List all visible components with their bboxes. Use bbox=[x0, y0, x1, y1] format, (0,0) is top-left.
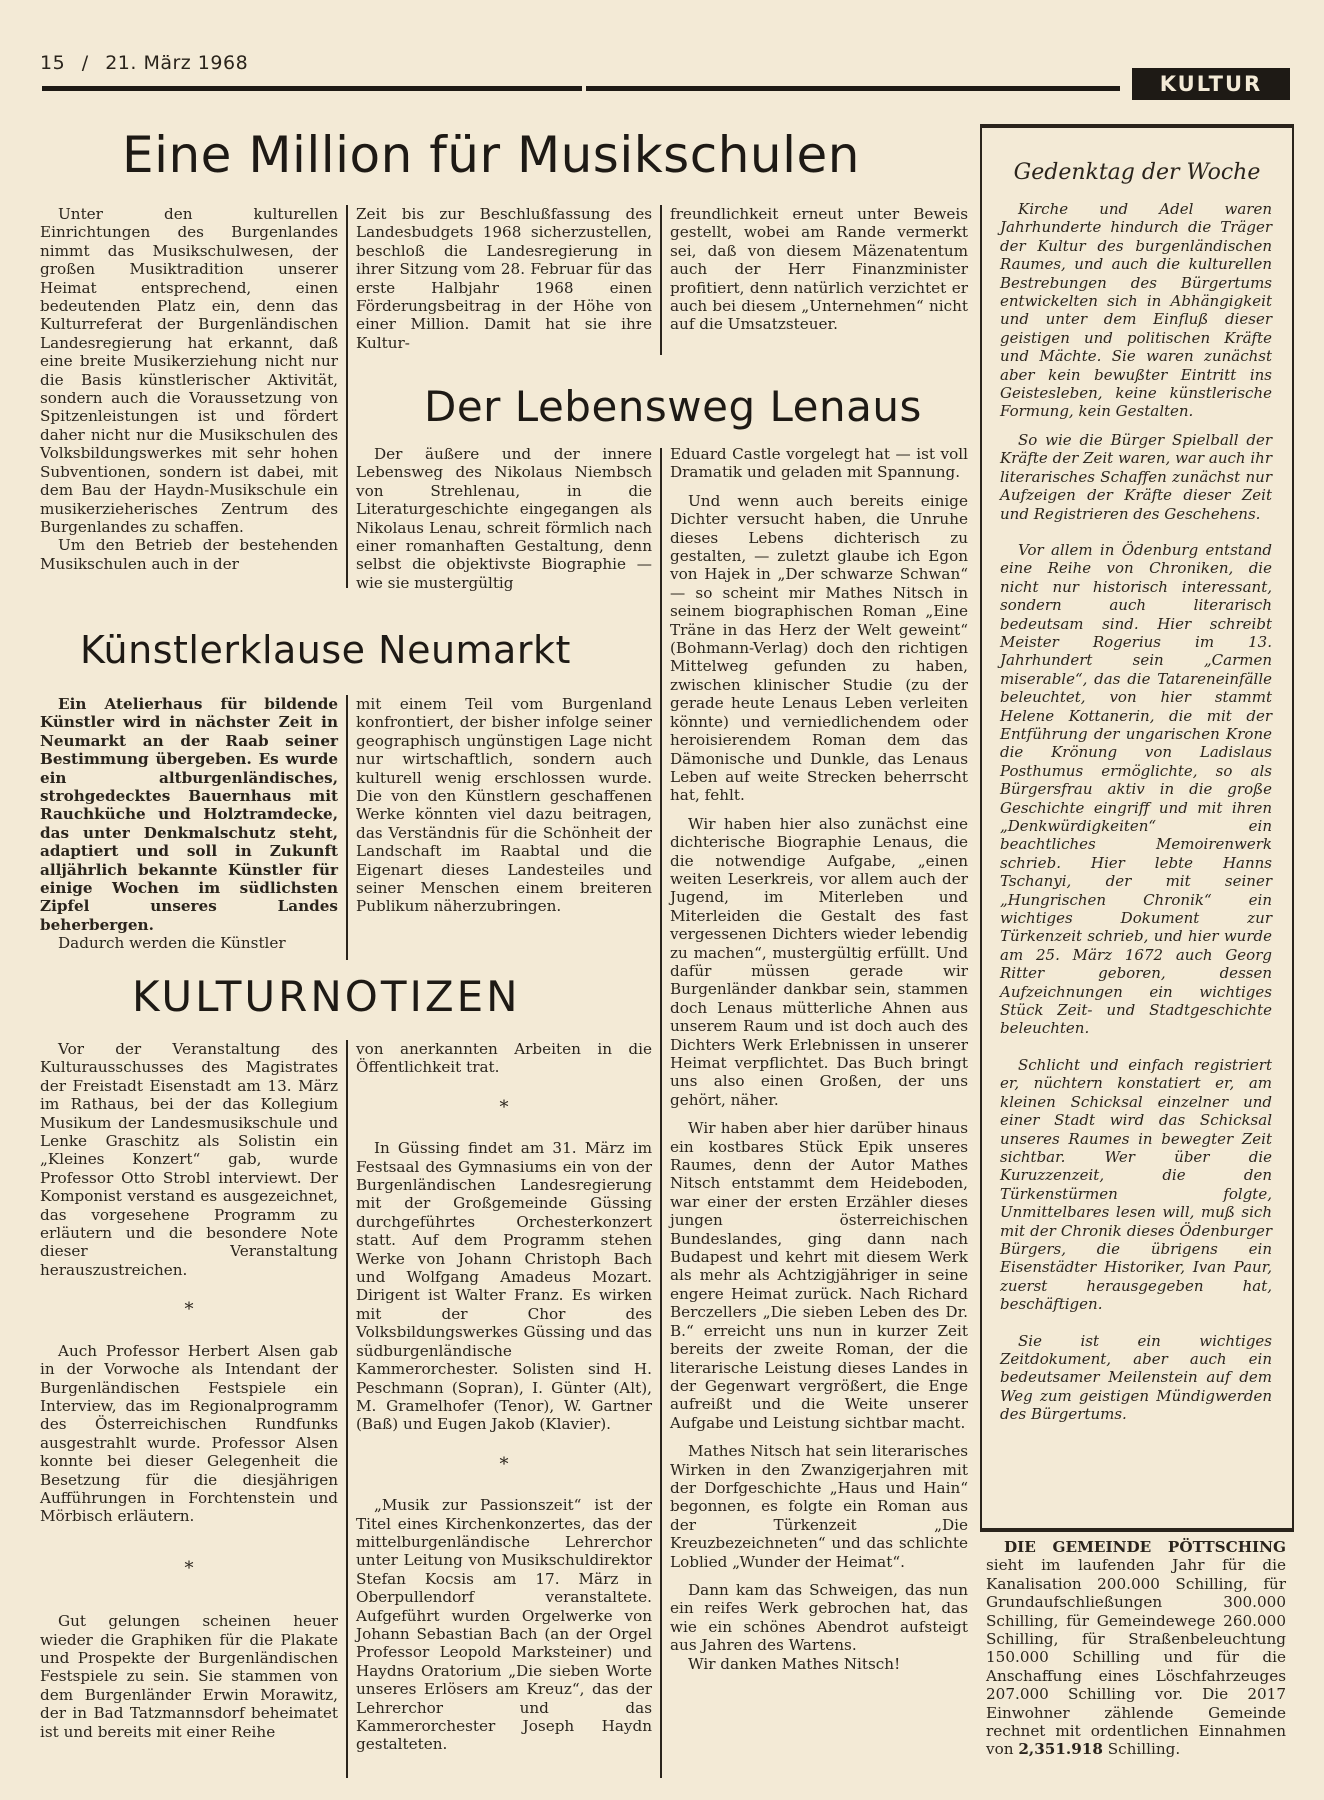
asterisk-separator: * bbox=[184, 1557, 194, 1579]
paragraph: mit einem Teil vom Burgenland konfrontiert, der bisher infolge seiner geographisch ungünstigen Lage nicht nur wirtschaftlich, sondern auch kulturell wenig erschlossen wurde. Die von den Künstlern geschaffenen Werke könnten viel dazu beitragen, das Verständnis für die Schönheit der Landschaft im Raabtal und die Eigenart dieses Landesteiles und seiner Menschen einem breiteren Publikum näherzubringen. bbox=[356, 695, 652, 916]
notice-body: sieht im laufenden Jahr für die Kanalisation 200.000 Schilling, für Grundaufschließungen 300.000 Schilling, für Gemeindewege 260.000 Schilling, für Straßenbeleuchtung 150.000 Schilling und für die Anschaffung eines Löschfahrzeuges 207.000 Schilling vor. Die 2017 Einwohner zählende Gemeinde rechnet mit ordentlichen Einnahmen von bbox=[986, 1556, 1286, 1759]
notice-poettsching bbox=[986, 1538, 1286, 1759]
header-separator: / bbox=[81, 52, 89, 74]
lenau-col2 bbox=[670, 445, 968, 1673]
asterisk-separator: * bbox=[499, 1453, 509, 1475]
paragraph: Wir danken Mathes Nitsch! bbox=[688, 1654, 901, 1673]
paragraph: Mathes Nitsch hat sein literarisches Wirken in den Zwanzigerjahren mit der Dorfgeschichte „Haus und Hain“ begonnen, es folgte ein Roman aus der Türkenzeit „Die Kreuzbezeichneten“ und das schlichte Loblied „Wunder der Heimat“. bbox=[670, 1442, 968, 1571]
paragraph-lead: Ein Atelierhaus für bildende Künstler wird in nächster Zeit in Neumarkt an der Raab seiner Bestimmung übergeben. Es wurde ein altburgenländisches, strohgedecktes Bauernhaus mit Rauchküche und Holztramdecke, das unter Denkmalschutz steht, adaptiert und soll in Zukunft alljährlich bekannte Künstler für einige Wochen im südlichsten Zipfel unseres Landes beherbergen. bbox=[40, 695, 338, 934]
lenau-col1 bbox=[356, 445, 652, 592]
paragraph: Wir haben hier also zunächst eine dichterische Biographie Lenaus, die die notwendige Aufgabe, „einen weiten Leserkreis, vor allem auch der Jugend, im Miterleben und Miterleiden die Gestalt des fast vergessenen Dichters wieder lebendig zu machen“, mustergültig erfüllt. Und dafür müssen gerade wir Burgenländer dankbar sein, stammen doch Lenaus mütterliche Ahnen aus unserem Raum und ist doch auch des Dichters Werk Erlebnissen in unserer Heimat verpflichtet. Das Buch bringt uns also einen Großen, der uns gehört, näher. bbox=[670, 814, 968, 1109]
kulturnotizen-col1 bbox=[40, 1040, 338, 1741]
asterisk-separator: * bbox=[184, 1299, 194, 1321]
paragraph: In Güssing findet am 31. März im Festsaal des Gymnasiums ein von der Burgenländischen Landesregierung mit der Großgemeinde Güssing durchgeführtes Orchesterkonzert statt. Auf dem Programm stehen Werke von Johann Christoph Bach und Wolfgang Amadeus Mozart. Dirigent ist Walter Franz. Es wirken mit der Chor des Volksbildungswerkes Güssing und das südburgenländische Kammerorchester. Solisten sind H. Peschmann (Sopran), I. Günter (Alt), M. Gramelhofer (Tenor), W. Gartner (Baß) und Eugen Jakob (Klavier). bbox=[356, 1139, 652, 1434]
headline-kulturnotizen: KULTURNOTIZEN bbox=[132, 972, 521, 1021]
paragraph: Um den Betrieb der bestehenden Musikschulen auch in der bbox=[40, 536, 338, 573]
paragraph: Sie ist ein wichtiges Zeitdokument, aber auch ein bedeutsamer Meilenstein auf dem Weg zum geistigen Mündigwerden des Bürgertums. bbox=[1000, 1331, 1272, 1424]
paragraph: „Musik zur Passionszeit“ ist der Titel eines Kirchenkonzertes, das der mittelburgenländische Lehrerchor unter Leitung von Musikschuldirektor Stefan Kocsis am 17. März in Oberpullendorf veranstaltete. Aufgeführt wurden Orgelwerke von Johann Sebastian Bach (an der Orgel Professor Leopold Marksteiner) und Haydns Oratorium „Die sieben Worte unseres Erlösers am Kreuz“, das der Lehrerchor und das Kammerorchester Joseph Haydn gestalteten. bbox=[356, 1496, 652, 1754]
kuenstlerklause-col2 bbox=[356, 695, 652, 916]
header-rule-right bbox=[586, 86, 1120, 91]
column-divider bbox=[660, 448, 662, 1778]
page-number: 15 bbox=[40, 52, 66, 74]
paragraph: Schlicht und einfach registriert er, nüchtern konstatiert er, am kleinen Schicksal einzelner und einer Stadt wird das Schicksal unseres Raumes in bewegter Zeit sichtbar. Wer über die Kuruzzenzeit, die den Türkenstürmen folgte, Unmittelbares lesen will, muß sich mit der Chronik dieses Ödenburger Bürgers, die übrigens ein Eisenstädter Historiker, Ivan Paur, zuerst herausgegeben hat, beschäftigen. bbox=[1000, 1055, 1272, 1314]
paragraph: So wie die Bürger Spielball der Kräfte der Zeit waren, war auch ihr literarisches Schaffen zunächst nur Aufzeigen der Kräfte dieser Zeit und Registrieren des Geschehens. bbox=[1000, 430, 1272, 523]
paragraph: Dann kam das Schweigen, das nun ein reifes Werk gebrochen hat, das wie ein schönes Abendrot aufsteigt aus Jahren des Wartens. bbox=[670, 1580, 968, 1655]
column-divider bbox=[660, 205, 662, 355]
issue-date: 21. März 1968 bbox=[105, 52, 249, 74]
paragraph: Vor der Veranstaltung des Kulturausschusses des Magistrates der Freistadt Eisenstadt am 13. März im Rathaus, bei der das Kollegium Musikum der Landesmusikschule und Lenke Graschitz als Solistin ein „Kleines Konzert“ gab, wurde Professor Otto Strobl interviewt. Der Komponist verstand es ausgezeichnet, das vorgesehene Programm zu erläutern und die besondere Note dieser Veranstaltung herauszustreichen. bbox=[40, 1040, 338, 1279]
paragraph: Eduard Castle vorgelegt hat — ist voll Dramatik und geladen mit Spannung. bbox=[670, 445, 968, 482]
paragraph: Kirche und Adel waren Jahrhunderte hindurch die Träger der Kultur des burgenländischen Raumes, und auch die kulturellen Bestrebungen des Bürgertums entwickelten sich in Abhängigkeit und unter dem Einfluß dieser geistigen und politischen Kräfte und Mächte. Sie waren zunächst aber kein bewußter Eintritt ins Geistesleben, keine künstlerische Formung, kein Gestalten. bbox=[1000, 200, 1272, 421]
musikschulen-col3 bbox=[670, 205, 968, 334]
paragraph: Gut gelungen scheinen heuer wieder die Graphiken für die Plakate und Prospekte der Burgenländischen Festspiele zu sein. Sie stammen von dem Burgenländer Erwin Morawitz, der in Bad Tatzmannsdorf beheimatet ist und bereits mit einer Reihe bbox=[40, 1612, 338, 1741]
sidebar-title: Gedenktag der Woche bbox=[1013, 160, 1261, 185]
paragraph: Zeit bis zur Beschlußfassung des Landesbudgets 1968 sicherzustellen, beschloß die Landesregierung in ihrer Sitzung vom 28. Februar für das erste Halbjahr 1968 einen Förderungsbeitrag in der Höhe von einer Million. Damit hat sie ihre Kultur- bbox=[356, 205, 652, 352]
column-divider bbox=[346, 1040, 348, 1778]
sidebar-gedenktag-text bbox=[1000, 200, 1272, 1424]
column-divider bbox=[346, 205, 348, 588]
kuenstlerklause-col1 bbox=[40, 695, 338, 953]
paragraph: Vor allem in Ödenburg entstand eine Reihe von Chroniken, die nicht nur historisch interessant, sondern auch literarisch bedeutsam sind. Hier schreibt Meister Rogerius im 13. Jahrhundert sein „Carmen miserable“, das die Tatareneinfälle beleuchtet, von hier stammt Helene Kottanerin, die mit der Entführung der ungarischen Krone die Krönung von Ladislaus Posthumus ermöglichte, so als Bürgersfrau aktiv in die große Geschichte eingriff und mit ihren „Denkwürdigkeiten“ ein beachtliches Memoirenwerk schrieb. Hier lebte Hanns Tschanyi, der mit seiner „Hungrischen Chronik“ ein wichtiges Dokument zur Türkenzeit schrieb, und hier wurde am 25. März 1672 auch Georg Ritter geboren, dessen Aufzeichnungen ein wichtiges Stück Zeit- und Stadtgeschichte beleuchten. bbox=[1000, 540, 1272, 1038]
notice-amount: 2,351.918 bbox=[1018, 1740, 1103, 1759]
column-divider bbox=[346, 695, 348, 960]
musikschulen-col1 bbox=[40, 205, 338, 573]
paragraph: Wir haben aber hier darüber hinaus ein kostbares Stück Epik unseres Raumes, denn der Autor Mathes Nitsch entstammt dem Heideboden, war einer der ersten Erzähler dieses jungen österreichischen Bundeslandes, ging dann nach Budapest und kehrt mit diesem Werk als mehr als Achtzigjähriger in seine engere Heimat zurück. Nach Richard Berczellers „Die sieben Leben des Dr. B.“ erreicht uns nun in kurzer Zeit bereits der zweite Roman, der die literarische Leistung dieses Landes in der Gegenwart vergrößert, die Enge aufreißt und die Weite unserer Aufgabe und Leistung sichtbar macht. bbox=[670, 1119, 968, 1432]
paragraph: Und wenn auch bereits einige Dichter versucht haben, die Unruhe dieses Lebens dichterisch zu gestalten, — zuletzt glaube ich Egon von Hajek in „Der schwarze Schwan“ — so scheint mir Mathes Nitsch in seinem biographischen Roman „Eine Träne in das Herz der Welt geweint“ (Bohmann-Verlag) doch den richtigen Mittelweg gefunden zu haben, zwischen klinischer Studie (zu der gerade heute Lenaus Leben verleiten könnte) und verniedlichendem oder heroisierendem Roman dem das Dämonische und Dunkle, das Lenaus Leben auf weite Strecken beherrscht hat, fehlt. bbox=[670, 491, 968, 805]
page-header-meta bbox=[40, 52, 248, 74]
headline-lenau: Der Lebensweg Lenaus bbox=[424, 382, 922, 431]
paragraph: Auch Professor Herbert Alsen gab in der Vorwoche als Intendant der Burgenländischen Festspiele ein Interview, das im Regionalprogramm des Österreichischen Rundfunks ausgestrahlt wurde. Professor Alsen konnte bei dieser Gelegenheit die Besetzung für die diesjährigen Aufführungen in Forchtenstein und Mörbisch erläutern. bbox=[40, 1341, 338, 1526]
asterisk-separator: * bbox=[499, 1096, 509, 1118]
section-label: KULTUR bbox=[1132, 68, 1290, 100]
paragraph: freundlichkeit erneut unter Beweis gestellt, wobei am Rande vermerkt sei, daß von diesem Mäzenatentum auch der Herr Finanzminister profitiert, denn natürlich verzichtet er auch bei diesem „Unternehmen“ nicht auf die Umsatzsteuer. bbox=[670, 205, 968, 334]
paragraph: Der äußere und der innere Lebensweg des Nikolaus Niembsch von Strehlenau, in die Literaturgeschichte eingegangen als Nikolaus Lenau, schreit förmlich nach einer romanhaften Gestaltung, denn selbst die objektivste Biographie — wie sie mustergültig bbox=[356, 445, 652, 592]
kulturnotizen-col2 bbox=[356, 1040, 652, 1754]
musikschulen-col2 bbox=[356, 205, 652, 352]
paragraph: Unter den kulturellen Einrichtungen des Burgenlandes nimmt das Musikschulwesen, der großen Musiktradition unserer Heimat entsprechend, einen bedeutenden Platz ein, denn das Kulturreferat der Burgenländischen Landesregierung hat erkannt, daß eine breite Musikerziehung nicht nur die Basis künstlerischer Aktivität, sondern auch die Voraussetzung von Spitzenleistungen ist und fördert daher nicht nur die Musikschulen des Volksbildungswerkes mit sehr hohen Subventionen, sondern ist dabei, mit dem Bau der Haydn-Musikschule ein musikerzieherisches Zentrum des Burgenlandes zu schaffen. bbox=[40, 205, 338, 536]
headline-kuenstlerklause: Künstlerklause Neumarkt bbox=[80, 628, 571, 672]
notice-tail: Schilling. bbox=[1102, 1740, 1181, 1759]
notice-lead: DIE GEMEINDE PÖTTSCHING bbox=[1004, 1538, 1286, 1556]
paragraph: von anerkannten Arbeiten in die Öffentlichkeit trat. bbox=[356, 1040, 652, 1077]
header-rule-left bbox=[42, 86, 582, 91]
headline-musikschulen: Eine Million für Musikschulen bbox=[122, 126, 860, 184]
paragraph: Dadurch werden die Künstler bbox=[58, 934, 286, 953]
